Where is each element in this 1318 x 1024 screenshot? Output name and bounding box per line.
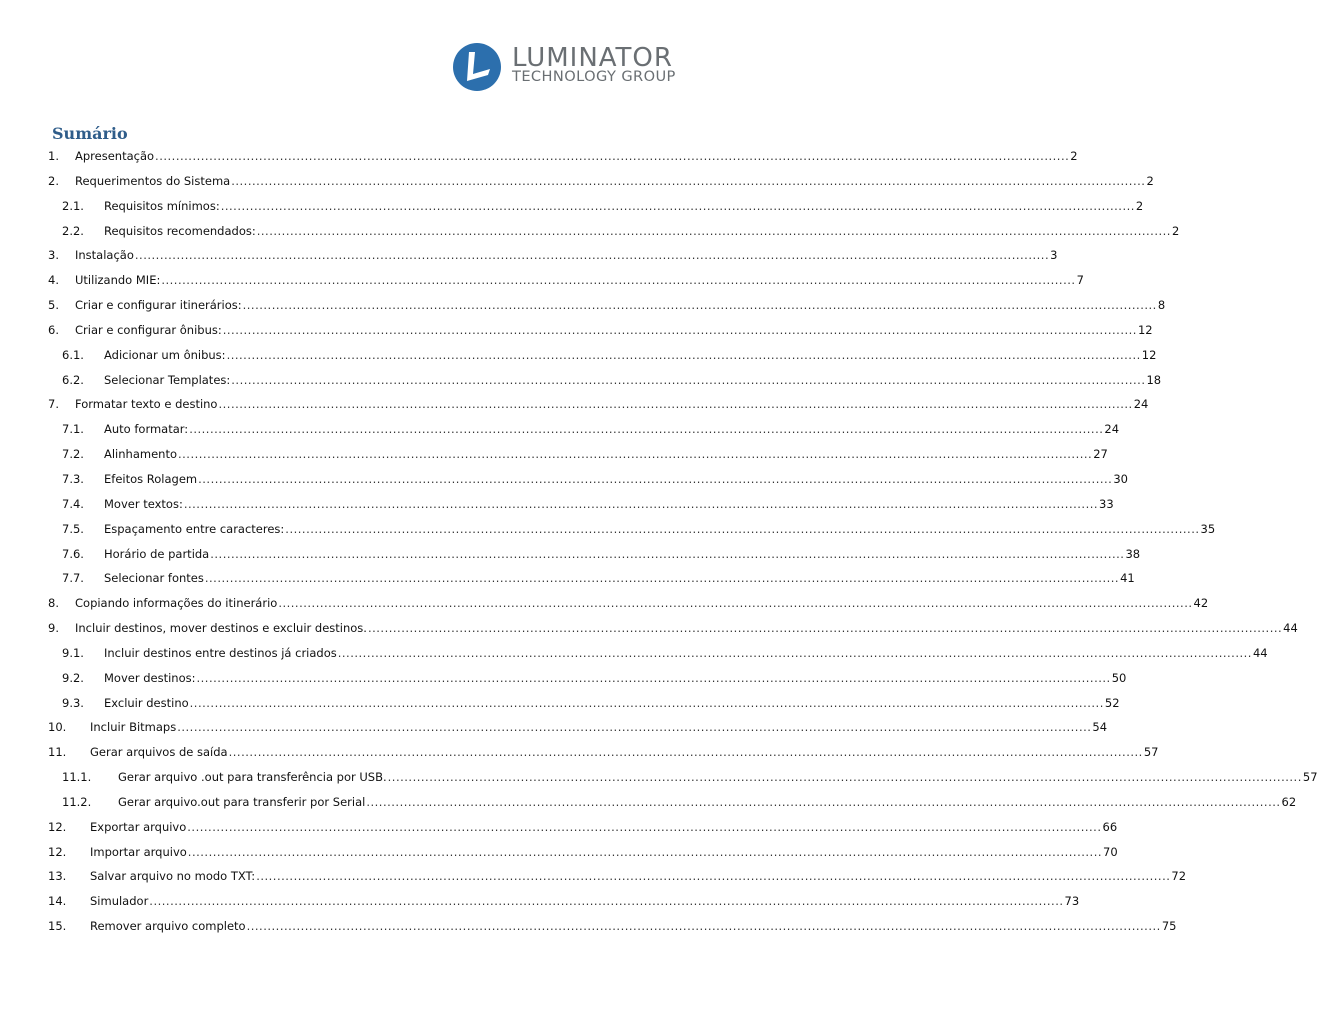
- toc-entry-line: [90, 891, 1080, 911]
- toc-entry-line: [104, 345, 1157, 365]
- toc-entry-line: [75, 394, 1149, 414]
- toc-entry-line: [104, 444, 1108, 464]
- toc-entry-line: [104, 643, 1268, 663]
- toc-entry[interactable]: [0, 544, 1141, 569]
- toc-entry-label[interactable]: Efeitos Rolagem: [104, 471, 198, 486]
- toc-entry-label[interactable]: Alinhamento: [104, 447, 177, 462]
- toc-entry[interactable]: [0, 842, 1118, 867]
- toc-leader-dots: ............................................................................................................................................................................................................................: [149, 894, 1064, 909]
- toc-entry-label[interactable]: Simulador: [90, 894, 149, 909]
- toc-entry-label[interactable]: Incluir destinos, mover destinos e excluir destinos.: [75, 621, 367, 636]
- toc-entry[interactable]: [0, 643, 1268, 668]
- toc-entry-label[interactable]: Apresentação: [75, 149, 155, 163]
- toc-entry-label[interactable]: Importar arquivo: [90, 844, 187, 859]
- toc-entry-label[interactable]: Incluir destinos entre destinos já criados: [104, 645, 337, 660]
- toc-entry-line: [104, 568, 1135, 588]
- toc-entry-label[interactable]: Adicionar um ônibus:: [104, 347, 226, 362]
- brand-name: LUMINATOR: [512, 43, 673, 73]
- toc-leader-dots: ............................................................................................................................................................................................................................: [210, 546, 1125, 561]
- toc-entry-number: 5.: [48, 298, 59, 313]
- toc-entry-label[interactable]: Exportar arquivo: [90, 819, 187, 834]
- toc-entry-line: [90, 717, 1108, 737]
- toc-entry-label[interactable]: Remover arquivo completo: [90, 919, 246, 934]
- toc-entry-page: 44: [1283, 621, 1298, 636]
- toc-entry-page: 38: [1125, 546, 1141, 561]
- toc-leader-dots: ............................................................................................................................................................................................................................: [189, 695, 1104, 710]
- toc-entry[interactable]: [0, 171, 1154, 196]
- toc-entry-label[interactable]: Salvar arquivo no modo TXT:: [90, 869, 256, 884]
- toc-entry-page: 30: [1113, 471, 1128, 486]
- toc-entry[interactable]: [0, 270, 1084, 295]
- toc-entry-number: 7.5.: [62, 521, 84, 536]
- toc-leader-dots: ............................................................................................................................................................................................................................: [220, 198, 1135, 213]
- toc-entry-label[interactable]: Instalação: [75, 248, 134, 263]
- toc-entry-number: 9.1.: [62, 645, 84, 660]
- toc-leader-dots: ............................................................................................................................................................................................................................: [222, 322, 1137, 337]
- toc-entry-number: 14.: [48, 894, 67, 909]
- toc-entry-line: [104, 469, 1128, 489]
- toc-entry-label[interactable]: Utilizando MIE:: [75, 273, 161, 288]
- toc-entry-number: 12.: [48, 844, 67, 859]
- toc-entry-label[interactable]: Incluir Bitmaps: [90, 720, 177, 735]
- toc-entry-line: [104, 419, 1120, 439]
- toc-entry-page: 2: [1135, 198, 1144, 213]
- toc-entry[interactable]: [0, 568, 1135, 593]
- toc-entry[interactable]: [0, 295, 1166, 320]
- toc-entry[interactable]: [0, 742, 1159, 767]
- toc-entry-number: 13.: [48, 869, 67, 884]
- toc-entry[interactable]: [0, 717, 1108, 742]
- toc-entry-line: [104, 221, 1180, 241]
- toc-entry-label[interactable]: Requisitos mínimos:: [104, 198, 220, 213]
- toc-entry-line: [90, 916, 1177, 936]
- toc-entry-line: [104, 519, 1216, 539]
- toc-entry-page: 50: [1111, 670, 1127, 685]
- toc-entry-line: [75, 146, 1078, 166]
- toc-entry-line: [90, 866, 1187, 886]
- toc-entry-number: 7.1.: [62, 422, 84, 437]
- toc-entry-number: 11.1.: [62, 770, 92, 785]
- toc-entry-line: [75, 270, 1084, 290]
- toc-entry-number: 8.: [48, 596, 59, 611]
- toc-entry-number: 7.: [48, 397, 59, 412]
- toc-entry[interactable]: [0, 320, 1153, 345]
- toc-entry[interactable]: [0, 370, 1162, 395]
- toc-entry[interactable]: [0, 817, 1118, 842]
- toc-leader-dots: ............................................................................................................................................................................................................................: [189, 422, 1104, 437]
- toc-leader-dots: ............................................................................................................................................................................................................................: [198, 471, 1113, 486]
- toc-entry[interactable]: [0, 792, 1297, 817]
- toc-entry-label[interactable]: Requerimentos do Sistema: [75, 173, 231, 188]
- toc-leader-dots: ............................................................................................................................................................................................................................: [228, 745, 1143, 760]
- toc-entry-number: 9.: [48, 621, 59, 636]
- toc-leader-dots: ............................................................................................................................................................................................................................: [256, 869, 1171, 884]
- toc-entry-page: 33: [1099, 496, 1114, 511]
- toc-entry-page: 24: [1104, 422, 1120, 437]
- toc-entry-page: 3: [1050, 248, 1058, 263]
- toc-entry-number: 4.: [48, 273, 59, 288]
- toc-entry-label[interactable]: Mover destinos:: [104, 670, 196, 685]
- toc-entry-page: 42: [1193, 596, 1209, 611]
- toc-leader-dots: ............................................................................................................................................................................................................................: [204, 571, 1120, 586]
- toc-entry-line: [118, 792, 1297, 812]
- toc-entry-number: 7.4.: [62, 496, 84, 511]
- toc-entry-label[interactable]: Horário de partida: [104, 546, 210, 561]
- toc-entry-page: 41: [1120, 571, 1135, 586]
- toc-entry-number: 6.1.: [62, 347, 84, 362]
- toc-entry-page: 54: [1092, 720, 1108, 735]
- toc-entry-number: 15.: [48, 919, 67, 934]
- toc-entry-page: 52: [1104, 695, 1120, 710]
- toc-entry[interactable]: [0, 394, 1149, 419]
- toc-entry-number: 7.2.: [62, 447, 84, 462]
- toc-leader-dots: ............................................................................................................................................................................................................................: [187, 819, 1102, 834]
- toc-leader-dots: ............................................................................................................................................................................................................................: [161, 273, 1076, 288]
- luminator-logo-icon: [452, 42, 502, 92]
- luminator-logo: [452, 40, 727, 96]
- toc-entry[interactable]: [0, 618, 1298, 643]
- toc-entry-label[interactable]: Selecionar fontes: [104, 571, 204, 586]
- toc-entry-label[interactable]: Auto formatar:: [104, 422, 189, 437]
- toc-entry-page: 70: [1103, 844, 1118, 859]
- toc-entry-line: [75, 295, 1166, 315]
- toc-leader-dots: ............................................................................................................................................................................................................................: [177, 720, 1092, 735]
- toc-entry-label[interactable]: Gerar arquivos de saída: [90, 745, 228, 760]
- toc-entry-number: 9.3.: [62, 695, 84, 710]
- toc-entry[interactable]: [0, 345, 1157, 370]
- toc-entry-line: [118, 767, 1318, 787]
- toc-entry-number: 2.: [48, 173, 59, 188]
- toc-entry-page: 2: [1146, 173, 1154, 188]
- toc-entry[interactable]: [0, 196, 1144, 221]
- toc-entry-label[interactable]: Criar e configurar itinerários:: [75, 298, 242, 313]
- toc-entry-line: [104, 668, 1127, 688]
- toc-leader-dots: ............................................................................................................................................................................................................................: [183, 496, 1099, 511]
- toc-leader-dots: ............................................................................................................................................................................................................................: [285, 521, 1200, 536]
- toc-entry-label[interactable]: Gerar arquivo .out para transferência por USB.: [118, 770, 387, 785]
- toc-entry-line: [75, 171, 1154, 191]
- toc-entry-label[interactable]: Copiando informações do itinerário: [75, 596, 278, 611]
- toc-entry-line: [104, 693, 1120, 713]
- toc-entry-label[interactable]: Formatar texto e destino: [75, 397, 218, 412]
- toc-entry-line: [75, 245, 1058, 265]
- toc-entry-number: 1.: [48, 149, 59, 163]
- toc-entry-page: 35: [1200, 521, 1216, 536]
- toc-entry-number: 6.: [48, 322, 59, 337]
- toc-entry-page: 72: [1171, 869, 1187, 884]
- toc-entry[interactable]: [0, 519, 1216, 544]
- toc-entry-line: [75, 593, 1209, 613]
- toc-entry[interactable]: [0, 146, 1078, 171]
- toc-leader-dots: ............................................................................................................................................................................................................................: [155, 149, 1070, 163]
- toc-entry-number: 2.2.: [62, 223, 84, 238]
- table-of-contents: [0, 146, 1318, 941]
- toc-entry[interactable]: [0, 866, 1187, 891]
- toc-entry-page: 8: [1157, 298, 1166, 313]
- toc-entry-label[interactable]: Requisitos recomendados:: [104, 223, 256, 238]
- toc-entry-page: 66: [1102, 819, 1118, 834]
- toc-entry[interactable]: [0, 668, 1127, 693]
- toc-entry-label[interactable]: Gerar arquivo.out para transferir por Serial: [118, 794, 366, 809]
- toc-entry-page: 18: [1146, 372, 1162, 387]
- toc-entry-number: 11.2.: [62, 794, 92, 809]
- toc-entry-line: [75, 320, 1153, 340]
- toc-leader-dots: ............................................................................................................................................................................................................................: [196, 670, 1111, 685]
- toc-entry[interactable]: [0, 444, 1108, 469]
- toc-entry[interactable]: [0, 916, 1177, 941]
- toc-leader-dots: ............................................................................................................................................................................................................................: [337, 645, 1252, 660]
- toc-leader-dots: ............................................................................................................................................................................................................................: [242, 298, 1157, 313]
- toc-entry[interactable]: [0, 494, 1114, 519]
- toc-entry-page: 62: [1281, 794, 1297, 809]
- toc-leader-dots: ............................................................................................................................................................................................................................: [218, 397, 1133, 412]
- toc-entry-line: [104, 544, 1141, 564]
- toc-entry-page: 27: [1093, 447, 1108, 462]
- toc-leader-dots: ............................................................................................................................................................................................................................: [178, 447, 1093, 462]
- toc-entry-number: 12.: [48, 819, 67, 834]
- toc-entry[interactable]: [0, 767, 1318, 792]
- toc-entry-page: 12: [1137, 322, 1153, 337]
- toc-leader-dots: ............................................................................................................................................................................................................................: [256, 223, 1171, 238]
- toc-entry[interactable]: [0, 891, 1080, 916]
- toc-entry-line: [75, 618, 1298, 638]
- toc-entry[interactable]: [0, 245, 1058, 270]
- toc-entry-label[interactable]: Excluir destino: [104, 695, 189, 710]
- toc-entry-number: 7.3.: [62, 471, 84, 486]
- toc-entry-number: 7.7.: [62, 571, 84, 586]
- toc-entry-page: 7: [1076, 273, 1084, 288]
- toc-entry-line: [90, 817, 1118, 837]
- toc-leader-dots: ............................................................................................................................................................................................................................: [246, 919, 1161, 934]
- toc-entry-line: [104, 196, 1144, 216]
- toc-entry-number: 9.2.: [62, 670, 84, 685]
- toc-entry-page: 75: [1161, 919, 1177, 934]
- toc-entry-page: 24: [1133, 397, 1149, 412]
- toc-entry-label[interactable]: Selecionar Templates:: [104, 372, 231, 387]
- toc-entry-number: 10.: [48, 720, 67, 735]
- toc-leader-dots: ............................................................................................................................................................................................................................: [278, 596, 1193, 611]
- toc-entry-page: 2: [1171, 223, 1180, 238]
- toc-entry-line: [90, 842, 1118, 862]
- toc-entry[interactable]: [0, 419, 1120, 444]
- toc-leader-dots: ............................................................................................................................................................................................................................: [226, 347, 1141, 362]
- toc-entry-page: 44: [1252, 645, 1268, 660]
- toc-entry[interactable]: [0, 593, 1209, 618]
- toc-entry-line: [104, 370, 1162, 390]
- toc-entry-page: 2: [1070, 149, 1078, 163]
- toc-entry[interactable]: [0, 469, 1128, 494]
- toc-entry-line: [104, 494, 1114, 514]
- toc-entry-page: 12: [1141, 347, 1157, 362]
- toc-leader-dots: ............................................................................................................................................................................................................................: [366, 794, 1281, 809]
- toc-entry-number: 3.: [48, 248, 59, 263]
- brand-subtitle: TECHNOLOGY GROUP: [512, 68, 676, 85]
- toc-entry-label[interactable]: Espaçamento entre caracteres:: [104, 521, 285, 536]
- toc-entry-number: 6.2.: [62, 372, 84, 387]
- toc-entry-label[interactable]: Criar e configurar ônibus:: [75, 322, 222, 337]
- toc-entry-page: 73: [1064, 894, 1080, 909]
- toc-leader-dots: ............................................................................................................................................................................................................................: [387, 770, 1302, 785]
- toc-leader-dots: ............................................................................................................................................................................................................................: [187, 844, 1103, 859]
- toc-entry[interactable]: [0, 221, 1180, 246]
- toc-leader-dots: ............................................................................................................................................................................................................................: [231, 372, 1146, 387]
- toc-entry-page: 57: [1143, 745, 1159, 760]
- toc-title: Sumário: [52, 124, 128, 143]
- toc-entry-number: 2.1.: [62, 198, 84, 213]
- toc-entry-number: 7.6.: [62, 546, 84, 561]
- toc-leader-dots: ............................................................................................................................................................................................................................: [367, 621, 1283, 636]
- toc-entry-label[interactable]: Mover textos:: [104, 496, 183, 511]
- toc-entry-number: 11.: [48, 745, 67, 760]
- toc-leader-dots: ............................................................................................................................................................................................................................: [134, 248, 1050, 263]
- toc-entry-line: [90, 742, 1159, 762]
- toc-entry-page: 57: [1302, 770, 1318, 785]
- toc-entry[interactable]: [0, 693, 1120, 718]
- toc-leader-dots: ............................................................................................................................................................................................................................: [231, 173, 1146, 188]
